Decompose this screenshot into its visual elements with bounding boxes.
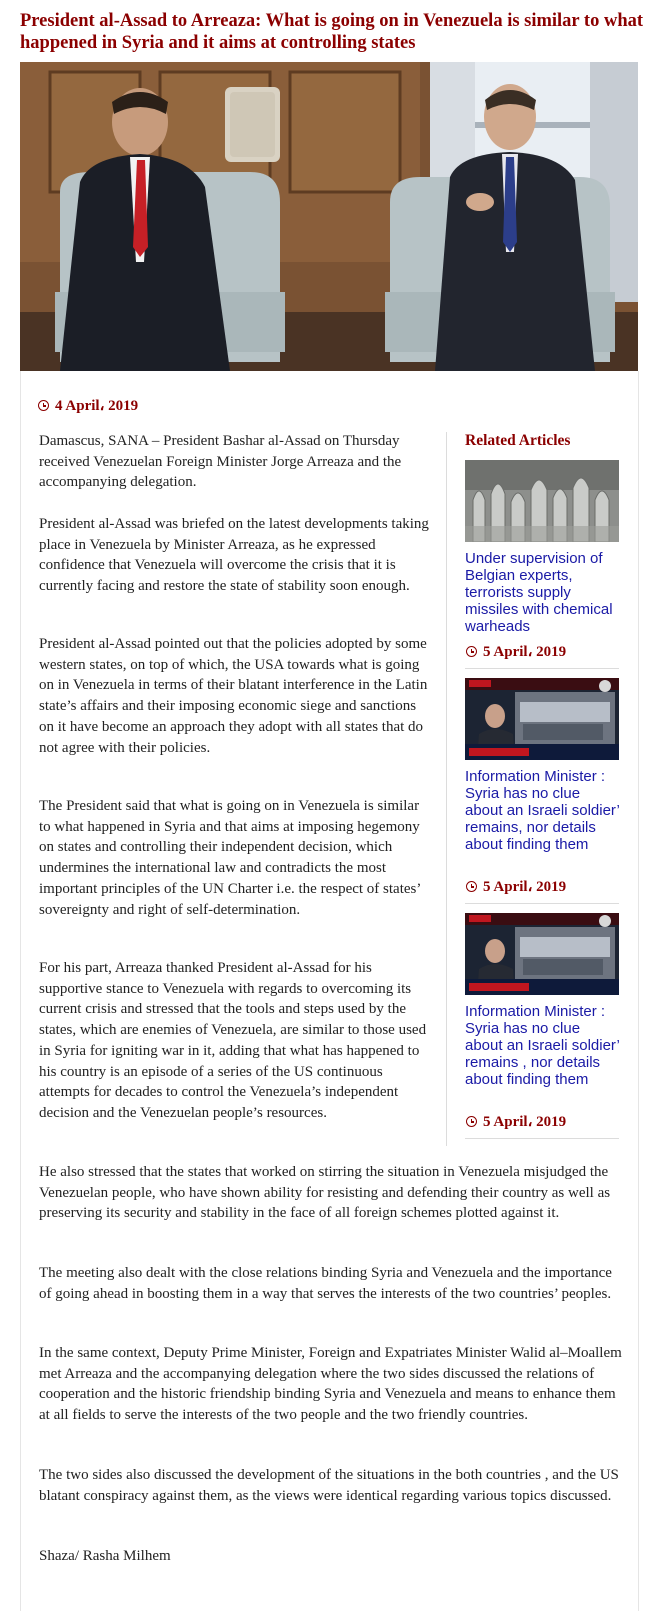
related-articles-title: Related Articles bbox=[465, 432, 571, 449]
related-article-date bbox=[466, 878, 566, 896]
related-separator bbox=[465, 1138, 619, 1139]
article-byline: Shaza/ Rasha Milhem bbox=[39, 1548, 171, 1564]
related-article-link[interactable]: Under supervision of Belgian experts, terrorists supply missiles with chemical warheads bbox=[465, 550, 613, 635]
article-paragraph: Damascus, SANA – President Bashar al-Assad on Thursday received Venezuelan Foreign Minister Jorge Arreaza and the accompanying delegation. bbox=[39, 433, 402, 491]
article-paragraph: President al-Assad pointed out that the policies adopted by some western states, on top of which, the USA towards what is going on in Venezuela in terms of their blatant interference in the Latin state’s affairs and their imposing economic siege and sanctions on it have become an approach they adopt with all states that do not agree with their policies. bbox=[39, 636, 428, 756]
related-separator bbox=[465, 903, 619, 904]
related-article-date-text: 5 April، 2019 bbox=[483, 1114, 567, 1130]
related-article-date-text: 5 April، 2019 bbox=[483, 879, 567, 895]
article-paragraph: President al-Assad was briefed on the latest developments taking place in Venezuela by Minister Arreaza, as he expressed confidence that Venezuela will overcome the crisis that it is currently facing and restore the state of stability soon enough. bbox=[39, 516, 429, 595]
clock-icon bbox=[466, 1116, 477, 1127]
clock-icon bbox=[466, 646, 477, 657]
related-separator bbox=[465, 668, 619, 669]
article-paragraph: In the same context, Deputy Prime Minister, Foreign and Expatriates Minister Walid al–Moallem met Arreaza and the accompanying delegation where the two sides discussed the relations of cooperation and the historic friendship binding Syria and Venezuela and means to enhance them at all fields to serve the interests of the two people and the two friendly countries. bbox=[39, 1345, 622, 1424]
article-photo bbox=[20, 62, 638, 371]
clock-icon bbox=[466, 881, 477, 892]
article-paragraph: He also stressed that the states that worked on stirring the situation in Venezuela misjudged the Venezuelan people, who have shown ability for resisting and defending their country as well as preserving its security and stability in the face of all foreign schemes plotted against it. bbox=[39, 1164, 611, 1222]
article-headline: President al-Assad to Arreaza: What is going on in Venezuela is similar to what happened in Syria and it aims at controlling states bbox=[20, 11, 644, 53]
related-article-link[interactable]: Information Minister : Syria has no clue about an Israeli soldier’ remains, nor details about finding them bbox=[465, 768, 620, 853]
article-date bbox=[38, 397, 138, 415]
sidebar-divider bbox=[446, 432, 447, 1146]
article-paragraph: For his part, Arreaza thanked President al-Assad for his supportive stance to Venezuela with regards to overcoming its current crisis and stressed that the tools and steps used by the states, which are enemies of Venezuela, are similar to those used in Syria for igniting war in it, adding that what has happened to his country is an episode of a series of the US continuous attempts for decades to control the Venezuela’s independent decision and the Venezuelan people’s resources. bbox=[39, 960, 427, 1121]
related-article-date bbox=[466, 1113, 566, 1131]
related-article-date-text: 5 April، 2019 bbox=[483, 644, 567, 660]
related-article-date bbox=[466, 643, 566, 661]
clock-icon bbox=[38, 400, 49, 411]
related-thumbnail-missiles[interactable] bbox=[465, 460, 619, 542]
article-date-text: 4 April، 2019 bbox=[55, 398, 139, 414]
article-paragraph: The two sides also discussed the development of the situations in the both countries , and the US blatant conspiracy against them, as the views were identical regarding various topics discussed. bbox=[39, 1467, 619, 1504]
article-paragraph: The meeting also dealt with the close relations binding Syria and Venezuela and the importance of going ahead in boosting them in a way that serves the interests of the two countries’ peoples. bbox=[39, 1265, 612, 1302]
related-thumbnail-tv[interactable] bbox=[465, 678, 619, 760]
article-paragraph: The President said that what is going on in Venezuela is similar to what happened in Syria and that aims at imposing hegemony on states and controlling their independent decision, which undermines the international law and contradicts the most important principles of the UN Charter i.e. the respect of states’ sovereignty and right of self-determination. bbox=[39, 798, 421, 918]
related-article-link[interactable]: Information Minister : Syria has no clue about an Israeli soldier’ remains , nor details about finding them bbox=[465, 1003, 620, 1088]
related-thumbnail-tv[interactable] bbox=[465, 913, 619, 995]
